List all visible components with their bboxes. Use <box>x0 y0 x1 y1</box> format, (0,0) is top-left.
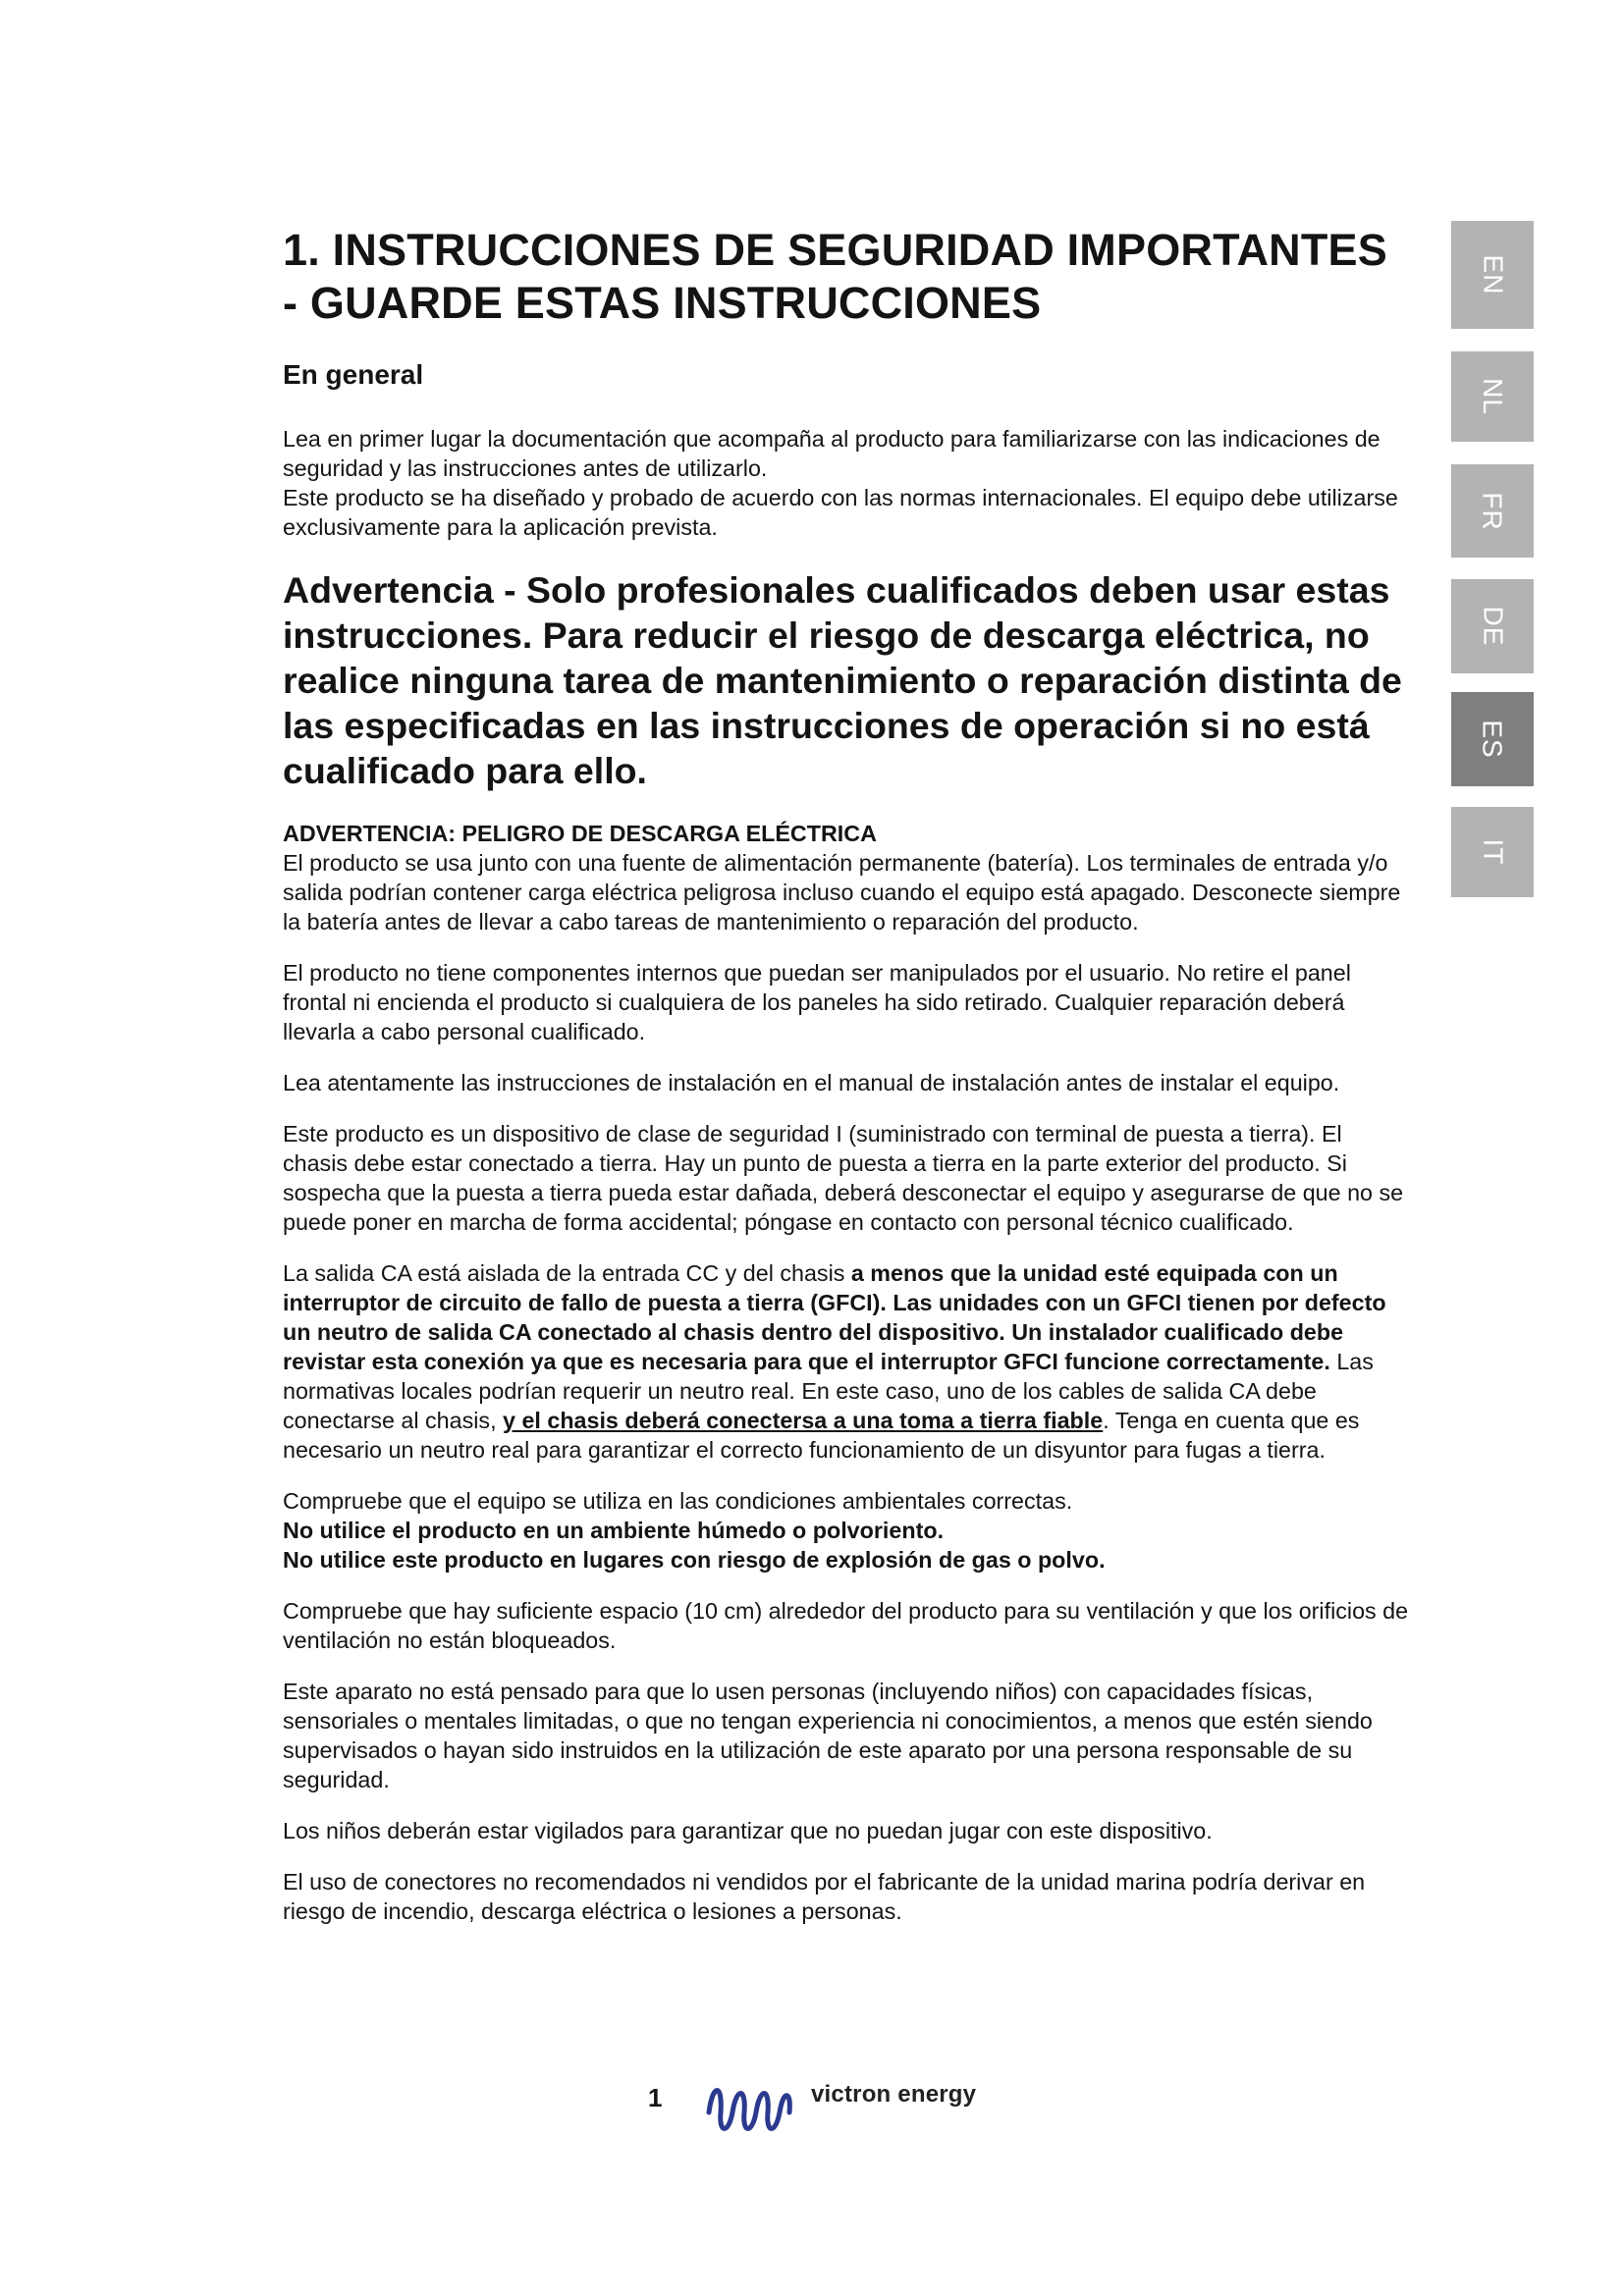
section-heading: En general <box>283 359 424 390</box>
page-number: 1 <box>648 2083 663 2112</box>
page-title-line-1: 1. INSTRUCCIONES DE SEGURIDAD IMPORTANTES <box>283 225 1387 275</box>
warning-heading: Advertencia - Solo profesionales cualificados deben usar estas instrucciones. Para reducir el riesgo de descarga eléctrica, no realice ninguna tarea de mantenimiento o reparación distinta de las especificadas en las instrucciones de operación si no está cualificado para ello. <box>283 569 1402 791</box>
tab-nl[interactable] <box>1451 351 1534 442</box>
persons-paragraph: Este aparato no está pensado para que lo usen personas (incluyendo niños) con capacidades físicas, sensoriales o mentales limitadas, o que no tengan experiencia ni conocimientos, a menos que estén siendo supervisados o hayan sido instruidos en la utilización de este aparato por una persona responsable de su seguridad. <box>283 1679 1373 1792</box>
ac-text-underline: y el chasis deberá conectersa a una toma a tierra fiable <box>503 1408 1104 1433</box>
tab-fr-label: FR <box>1477 491 1508 531</box>
env-warning-explosion: No utilice este producto en lugares con riesgo de explosión de gas o polvo. <box>283 1547 1106 1573</box>
ac-text-2: Las normativas locales podrían requerir un neutro real. En este caso, uno de los cables de salida CA debe conectarse al chasis, <box>283 1349 1374 1433</box>
tab-de[interactable] <box>1451 579 1534 673</box>
ac-output-paragraph <box>283 1258 1412 1465</box>
children-paragraph: Los niños deberán estar vigilados para garantizar que no puedan jugar con este dispositivo. <box>283 1818 1213 1843</box>
environment-paragraph <box>283 1486 1412 1575</box>
document-body <box>283 224 1412 1948</box>
intro-paragraph-2: Este producto se ha diseñado y probado de acuerdo con las normas internacionales. El equipo debe utilizarse exclusivamente para la aplicación prevista. <box>283 485 1398 540</box>
env-warning-humid: No utilice el producto en un ambiente húmedo o polvoriento. <box>283 1518 945 1543</box>
tab-it-label: IT <box>1477 838 1508 866</box>
ac-text-bold: a menos que la unidad esté equipada con un interruptor de circuito de fallo de puesta a tierra (GFCI). Las unidades con un GFCI tienen por defecto un neutro de salida CA conectado al chasis dentro del dispositivo. Un instalador cualificado debe revistar esta conexión ya que es necesaria para que el interruptor GFCI funcione correctamente. <box>283 1260 1386 1374</box>
tab-de-label: DE <box>1478 606 1508 647</box>
ventilation-paragraph: Compruebe que hay suficiente espacio (10 cm) alrededor del producto para su ventilación y que los orificios de ventilación no están bloqueados. <box>283 1598 1409 1653</box>
env-check: Compruebe que el equipo se utiliza en las condiciones ambientales correctas. <box>283 1488 1073 1514</box>
panel-paragraph: El producto no tiene componentes internos que puedan ser manipulados por el usuario. No retire el panel frontal ni encienda el producto si cualquiera de los paneles ha sido retirado. Cualquier reparación deberá llevarla a cabo personal cualificado. <box>283 960 1351 1044</box>
page-footer <box>0 2073 1624 2152</box>
tab-fr[interactable] <box>1451 464 1534 558</box>
tab-es-label: ES <box>1477 720 1508 759</box>
brand-name: victron energy <box>811 2081 977 2108</box>
page-title-line-2: - GUARDE ESTAS INSTRUCCIONES <box>283 278 1042 328</box>
intro-paragraph-1: Lea en primer lugar la documentación que acompaña al producto para familiarizarse con las indicaciones de seguridad y las instrucciones antes de utilizarlo. <box>283 426 1380 481</box>
page-title <box>283 224 1412 330</box>
victron-logo-icon <box>699 2073 807 2142</box>
connectors-paragraph: El uso de conectores no recomendados ni vendidos por el fabricante de la unidad marina podría derivar en riesgo de incendio, descarga eléctrica o lesiones a personas. <box>283 1869 1366 1924</box>
shock-warning-text: El producto se usa junto con una fuente de alimentación permanente (batería). Los terminales de entrada y/o salida podrían contener carga eléctrica peligrosa incluso cuando el equipo está apagado. Desconecte siempre la batería antes de llevar a cabo tareas de mantenimiento o reparación del producto. <box>283 850 1401 934</box>
tab-en[interactable] <box>1451 221 1534 329</box>
tab-es[interactable] <box>1451 692 1534 786</box>
ac-text-3: . Tenga en cuenta que es necesario un neutro real para garantizar el correcto funcionamiento de un disyuntor para fugas a tierra. <box>283 1408 1360 1463</box>
safety-class-paragraph: Este producto es un dispositivo de clase de seguridad I (suministrado con terminal de puesta a tierra). El chasis debe estar conectado a tierra. Hay un punto de puesta a tierra en la parte exterior del producto. Si sospecha que la puesta a tierra pueda estar dañada, deberá desconectar el equipo y asegurarse de que no se puede poner en marcha de forma accidental; póngase en contacto con personal técnico cualificado. <box>283 1121 1404 1235</box>
tab-nl-label: NL <box>1477 378 1508 415</box>
tab-it[interactable] <box>1451 807 1534 897</box>
shock-warning-title: ADVERTENCIA: PELIGRO DE DESCARGA ELÉCTRICA <box>283 821 877 846</box>
ac-text-1: La salida CA está aislada de la entrada CC y del chasis <box>283 1260 851 1286</box>
tab-en-label: EN <box>1478 254 1508 295</box>
install-paragraph: Lea atentamente las instrucciones de instalación en el manual de instalación antes de instalar el equipo. <box>283 1070 1340 1095</box>
